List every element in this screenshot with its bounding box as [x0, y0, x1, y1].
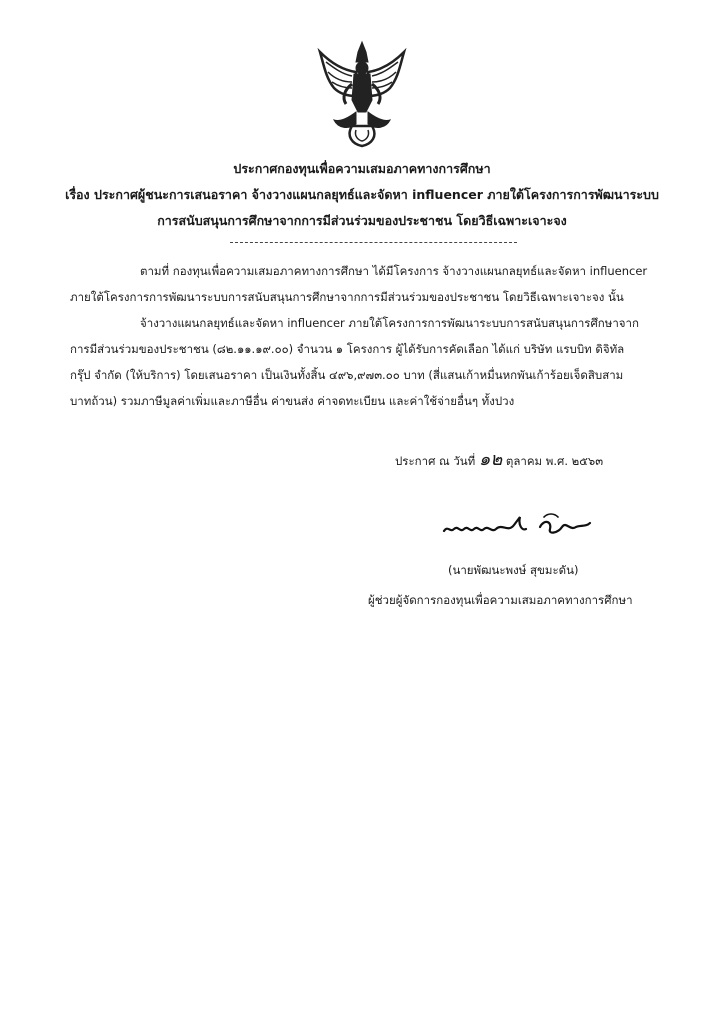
- announcement-date: [395, 444, 603, 473]
- paragraph-1: [70, 258, 670, 310]
- paragraph-2-line-1: จ้างวางแผนกลยุทธ์และจัดหา influencer ภายใต้โครงการการพัฒนาระบบการสนับสนุนการศึกษาจาก: [140, 316, 639, 330]
- date-prefix: ประกาศ ณ วันที่: [395, 454, 476, 468]
- date-day: ๑๒: [478, 449, 503, 470]
- title-divider: [230, 242, 517, 243]
- title-line-1: ประกาศกองทุนเพื่อความเสมอภาคทางการศึกษา: [233, 161, 491, 176]
- paragraph-2-line-3: กรุ๊ป จำกัด (ให้บริการ) โดยเสนอราคา เป็นเงินทั้งสิ้น ๔๙๖,๙๗๓.๐๐ บาท (สี่แสนเก้าหมื่นหกพันเก้าร้อยเจ็ดสิบสาม: [70, 368, 624, 382]
- document-title: [40, 156, 684, 234]
- title-line-3: การสนับสนุนการศึกษาจากการมีส่วนร่วมของประชาชน โดยวิธีเฉพาะเจาะจง: [157, 213, 567, 228]
- paragraph-2-line-4: บาทถ้วน) รวมภาษีมูลค่าเพิ่มและภาษีอื่น ค่าขนส่ง ค่าจดทะเบียน และค่าใช้จ่ายอื่นๆ ทั้งปวง: [70, 394, 515, 408]
- paragraph-2-line-2: การมีส่วนร่วมของประชาชน (๘๒.๑๑.๑๙.๐๐) จำนวน ๑ โครงการ ผู้ได้รับการคัดเลือก ได้แก่ บริษัท แรบบิท ดิจิทัล: [70, 342, 625, 356]
- title-line-2: เรื่อง ประกาศผู้ชนะการเสนอราคา จ้างวางแผนกลยุทธ์และจัดหา influencer ภายใต้โครงการการพัฒนาระบบ: [65, 187, 659, 202]
- handwritten-signature: [440, 505, 595, 545]
- paragraph-1-line-2: ภายใต้โครงการการพัฒนาระบบการสนับสนุนการศึกษาจากการมีส่วนร่วมของประชาชน โดยวิธีเฉพาะเจาะจง นั้น: [70, 290, 624, 304]
- paragraph-1-line-1: ตามที่ กองทุนเพื่อความเสมอภาคทางการศึกษา ได้มีโครงการ จ้างวางแผนกลยุทธ์และจัดหา influencer: [140, 264, 648, 278]
- signer-name: (นายพัฒนะพงษ์ สุขมะดัน): [448, 563, 579, 577]
- signer-position: ผู้ช่วยผู้จัดการกองทุนเพื่อความเสมอภาคทางการศึกษา: [368, 593, 633, 607]
- paragraph-2: [70, 310, 670, 414]
- garuda-emblem-icon: [312, 40, 412, 150]
- date-month-year: ตุลาคม พ.ศ. ๒๕๖๓: [505, 454, 604, 468]
